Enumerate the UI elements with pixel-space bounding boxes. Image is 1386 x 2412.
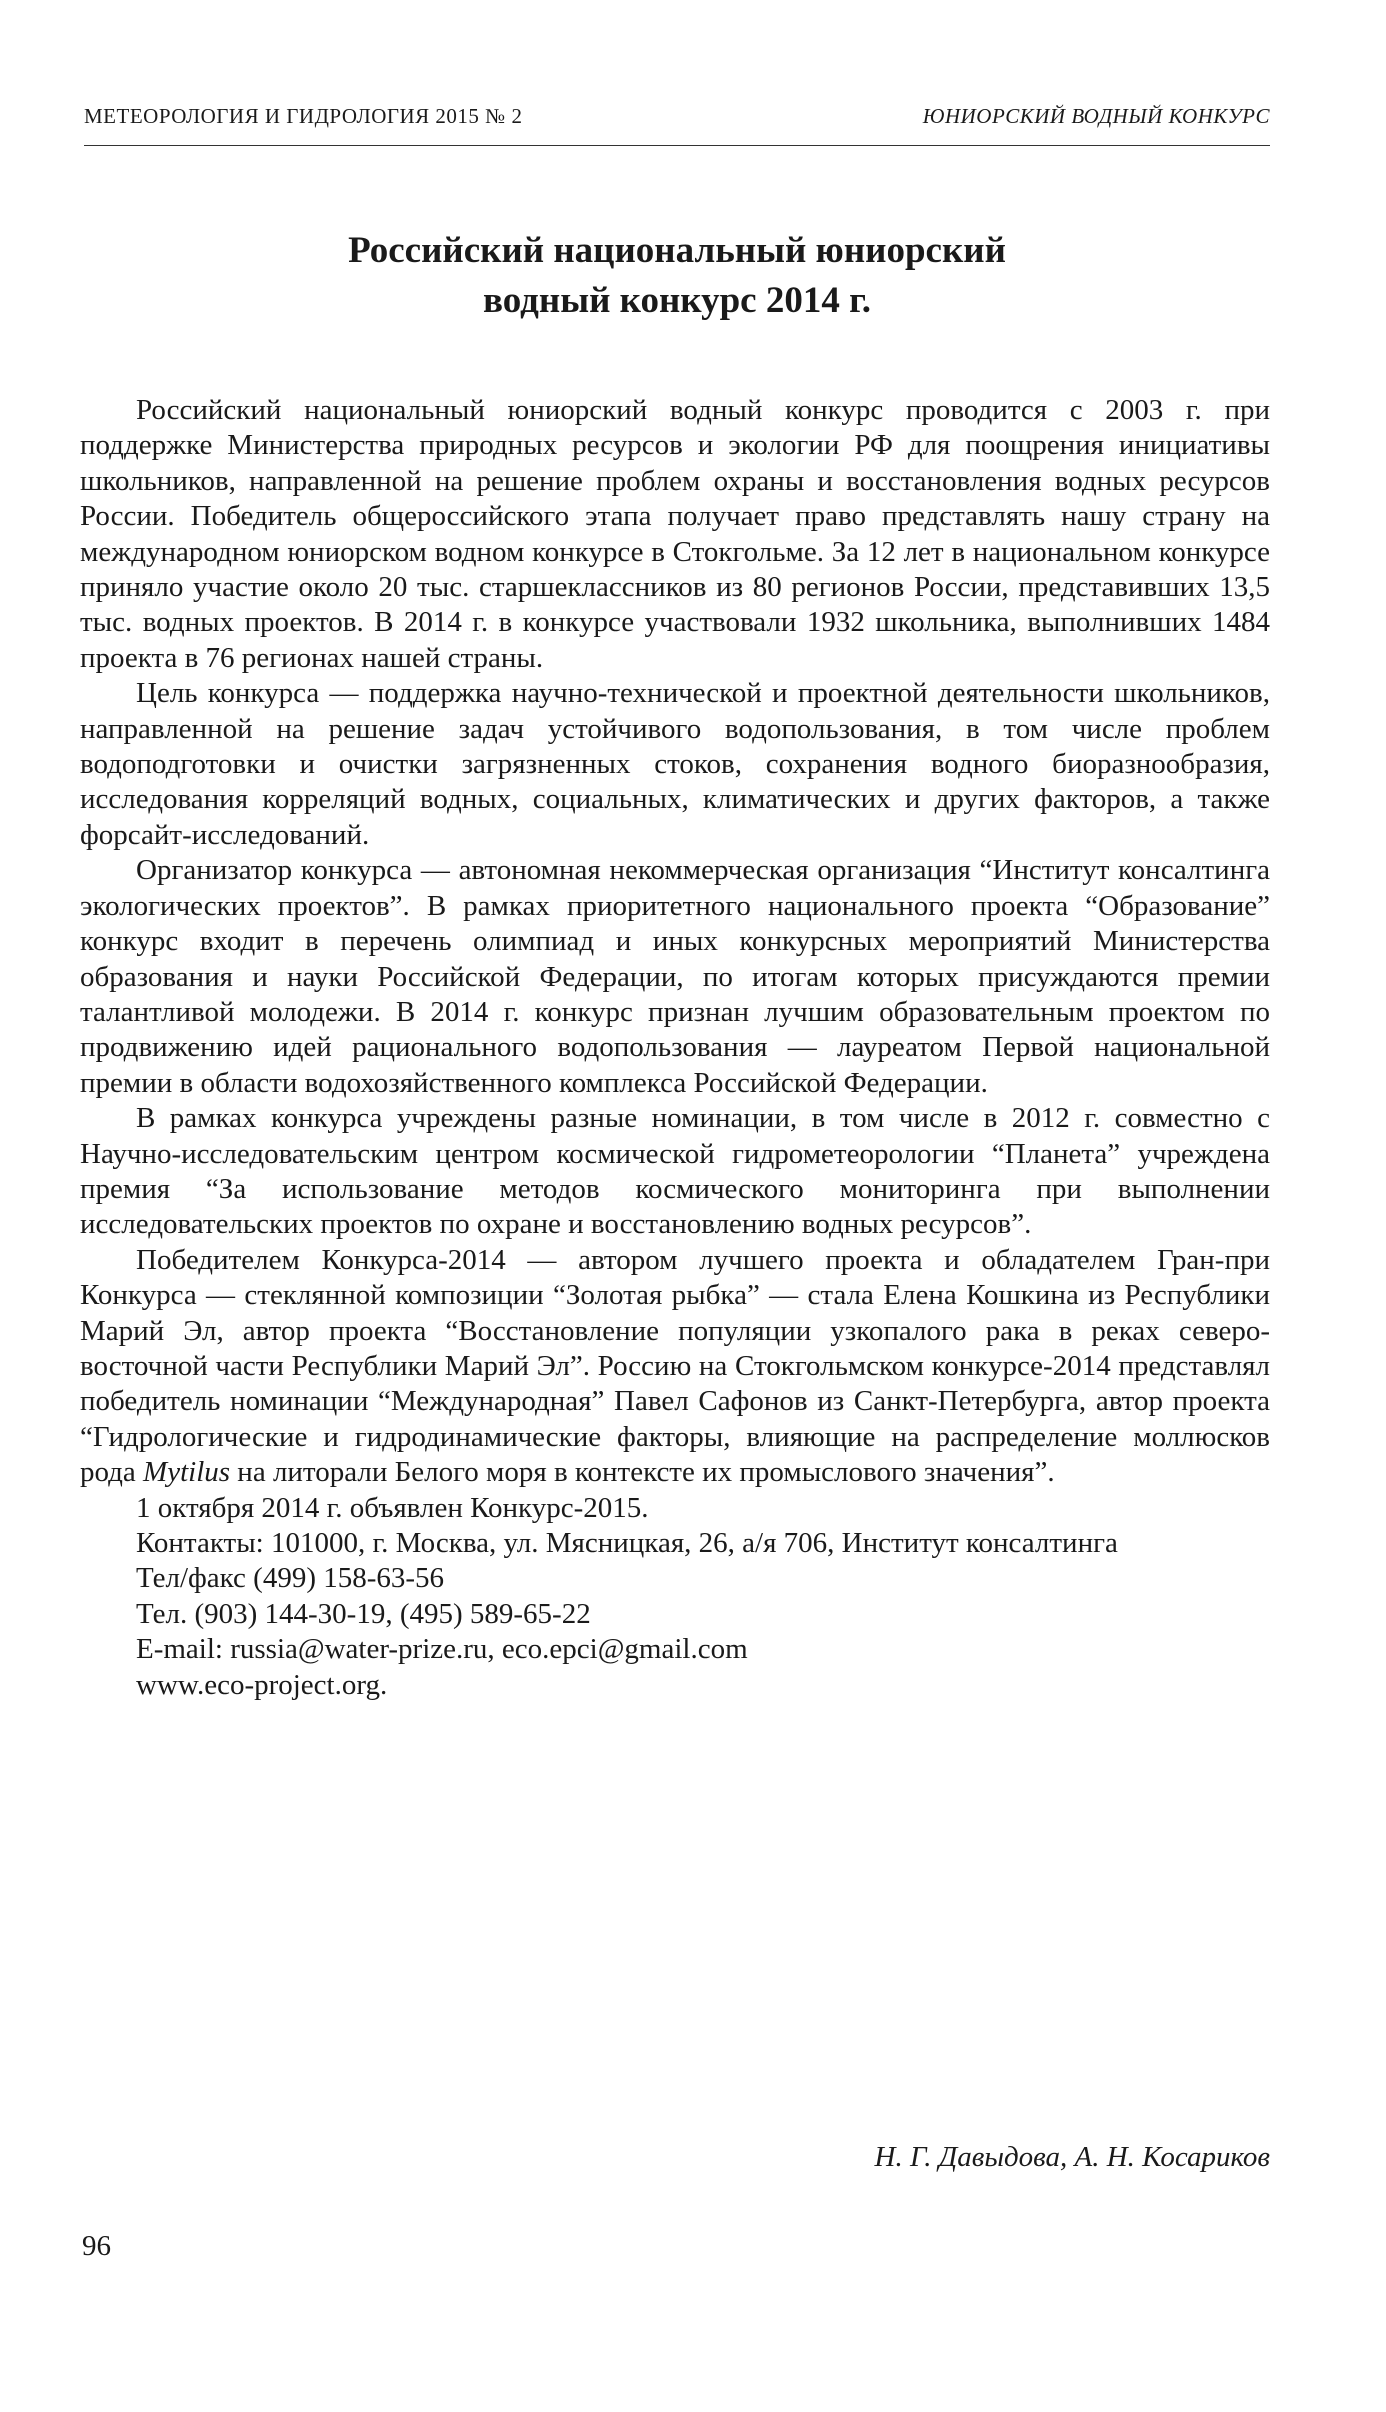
contact-phone: Тел. (903) 144-30-19, (495) 589-65-22 xyxy=(136,1597,591,1630)
article-title xyxy=(84,226,1270,326)
species-name: Mytilus xyxy=(143,1456,231,1489)
journal-issue-label: МЕТЕОРОЛОГИЯ И ГИДРОЛОГИЯ 2015 № 2 xyxy=(84,104,523,128)
paragraph-organizer: Организатор конкурса — автономная некоммерческая организация “Институт консалтинга экологических проектов”. В рамках приоритетного национального проекта “Образование” конкурс входит в перечень олимпиад и иных конкурсных мероприятий Министерства образования и науки Российской Федерации, по итогам которых присуждаются премии талантливой молодежи. В 2014 г. конкурс признан лучшим образовательным проектом по продвижению идей рационального водопользования — лауреатом Первой национальной премии в области водохозяйственного комплекса Российской Федерации. xyxy=(80,854,1270,1099)
contact-email: E-mail: russia@water-prize.ru, eco.epci@gmail.com xyxy=(136,1633,748,1666)
article-body xyxy=(80,393,1270,1703)
contact-telfax: Тел/факс (499) 158-63-56 xyxy=(136,1562,445,1595)
header-rule xyxy=(84,145,1270,146)
paragraph-contacts: Контакты: 101000, г. Москва, ул. Мясницкая, 26, а/я 706, Институт консалтинга xyxy=(136,1527,1118,1559)
contact-website: www.eco-project.org. xyxy=(136,1668,388,1701)
winners-text-start: Победителем Конкурса-2014 — автором лучшего проекта и обладателем Гран-при Конкурса — стеклянной композиции “Золотая рыбка” — стала Елена Кошкина из Республики Марий Эл, автор проекта “Восстановление популяции узкопалого рака в реках северо-восточной части Республики Марий Эл”. Россию на Стокгольмском конкурсе-2014 представлял победитель номинации “Международная” Павел Сафонов из Санкт-Петербурга, автор проекта “Гидрологические и гидродинамические факторы, влияющие на распределение моллюсков рода xyxy=(80,1243,1270,1489)
winners-text-end: на литорали Белого моря в контексте их промыслового значения”. xyxy=(230,1456,1055,1489)
paragraph-winners xyxy=(80,1243,1270,1491)
paragraph-nominations: В рамках конкурса учреждены разные номинации, в том числе в 2012 г. совместно с Научно-исследовательским центром космической гидрометеорологии “Планета” учреждена премия “За использование методов космического мониторинга при выполнении исследовательских проектов по охране и восстановлению водных ресурсов”. xyxy=(80,1102,1270,1241)
running-head xyxy=(84,98,1270,138)
section-label: ЮНИОРСКИЙ ВОДНЫЙ КОНКУРС xyxy=(922,104,1270,128)
paragraph-goal: Цель конкурса — поддержка научно-технической и проектной деятельности школьников, направленной на решение задач устойчивого водопользования, в том числе проблем водоподготовки и очистки загрязненных стоков, сохранения водного биоразнообразия, исследования корреляций водных, социальных, климатических и других факторов, а также форсайт-исследований. xyxy=(80,677,1270,851)
paragraph-intro: Российский национальный юниорский водный конкурс проводится с 2003 г. при поддержке Министерства природных ресурсов и экологии РФ для поощрения инициативы школьников, направленной на решение проблем охраны и восстановления водных ресурсов России. Победитель общероссийского этапа получает право представлять нашу страну на международном юниорском водном конкурсе в Стокгольме. За 12 лет в национальном конкурсе приняло участие около 20 тыс. старшеклассников из 80 регионов России, представивших 13,5 тыс. водных проектов. В 2014 г. в конкурсе участвовали 1932 школьника, выполнивших 1484 проекта в 76 регионах нашей страны. xyxy=(80,394,1270,674)
page-number: 96 xyxy=(82,2230,111,2262)
article-authors: Н. Г. Давыдова, А. Н. Косариков xyxy=(874,2141,1270,2173)
article-title-line-1: Российский национальный юниорский xyxy=(348,230,1006,271)
article-title-line-2: водный конкурс 2014 г. xyxy=(483,280,871,321)
paragraph-announcement: 1 октября 2014 г. объявлен Конкурс-2015. xyxy=(136,1491,649,1524)
